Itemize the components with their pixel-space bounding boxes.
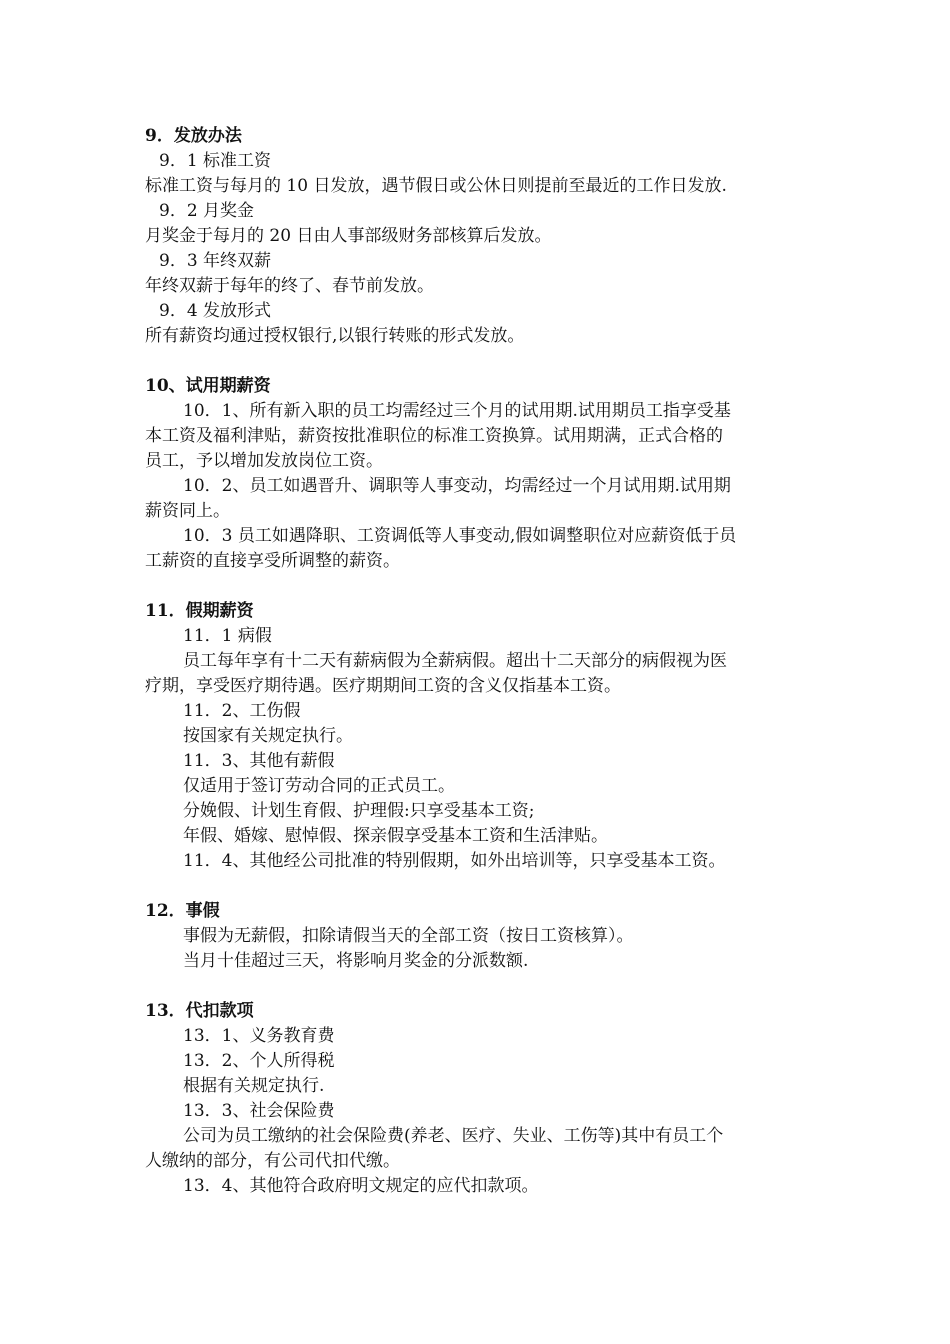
section-13-heading: 13．代扣款项 (145, 1001, 254, 1021)
section-13-2-text: 根据有关规定执行. (183, 1076, 325, 1096)
section-10-3-line-1: 10．3 员工如遇降职、工资调低等人事变动,假如调整职位对应薪资低于员 (183, 526, 737, 546)
section-9-1-title: 9．1 标准工资 (159, 151, 272, 171)
section-12-heading: 12．事假 (145, 901, 220, 921)
section-11-4-text: 11．4、其他经公司批准的特别假期，如外出培训等，只享受基本工资。 (183, 851, 726, 871)
section-13-3-line-2: 人缴纳的部分，有公司代扣代缴。 (145, 1151, 400, 1171)
section-13-2-title: 13．2、个人所得税 (183, 1051, 335, 1071)
section-9-3-title: 9．3 年终双薪 (159, 251, 272, 271)
section-10-1-line-2: 本工资及福利津贴，薪资按批准职位的标准工资换算。试用期满，正式合格的 (145, 426, 723, 446)
section-11-1-line-1: 员工每年享有十二天有薪病假为全薪病假。超出十二天部分的病假视为医 (183, 651, 727, 671)
section-11-3-line-3: 年假、婚嫁、慰悼假、探亲假享受基本工资和生活津贴。 (183, 826, 608, 846)
section-11-heading: 11．假期薪资 (145, 601, 254, 621)
section-11-1-line-2: 疗期，享受医疗期待遇。医疗期期间工资的含义仅指基本工资。 (145, 676, 621, 696)
spacer (145, 874, 800, 899)
section-11-3-line-2: 分娩假、计划生育假、护理假:只享受基本工资; (183, 801, 535, 821)
section-12-line-2: 当月十佳超过三天，将影响月奖金的分派数额. (183, 951, 529, 971)
section-9-2-text: 月奖金于每月的 20 日由人事部级财务部核算后发放。 (145, 226, 552, 246)
section-10-3-line-2: 工薪资的直接享受所调整的薪资。 (145, 551, 400, 571)
section-10-1-line-3: 员工，予以增加发放岗位工资。 (145, 451, 383, 471)
section-10-2-line-1: 10．2、员工如遇晋升、调职等人事变动，均需经过一个月试用期.试用期 (183, 476, 731, 496)
spacer (145, 349, 800, 374)
section-9-4-title: 9．4 发放形式 (159, 301, 272, 321)
section-11-2-title: 11．2、工伤假 (183, 701, 301, 721)
section-13-4-text: 13．4、其他符合政府明文规定的应代扣款项。 (183, 1176, 539, 1196)
section-10-1-line-1: 10．1、所有新入职的员工均需经过三个月的试用期.试用期员工指享受基 (183, 401, 731, 421)
section-11-2-text: 按国家有关规定执行。 (183, 726, 353, 746)
spacer (145, 574, 800, 599)
section-11-1-title: 11．1 病假 (183, 626, 272, 646)
section-12-line-1: 事假为无薪假，扣除请假当天的全部工资（按日工资核算）。 (183, 926, 634, 946)
document-page (145, 124, 800, 1199)
section-13-1-title: 13．1、义务教育费 (183, 1026, 335, 1046)
section-10-heading: 10、试用期薪资 (145, 376, 271, 396)
section-11-3-line-1: 仅适用于签订劳动合同的正式员工。 (183, 776, 455, 796)
section-9-2-title: 9．2 月奖金 (159, 201, 255, 221)
section-10-2-line-2: 薪资同上。 (145, 501, 230, 521)
section-13-3-title: 13．3、社会保险费 (183, 1101, 335, 1121)
section-9-heading: 9．发放办法 (145, 126, 242, 146)
section-9-4-text: 所有薪资均通过授权银行,以银行转账的形式发放。 (145, 326, 525, 346)
section-13-3-line-1: 公司为员工缴纳的社会保险费(养老、医疗、失业、工伤等)其中有员工个 (183, 1126, 724, 1146)
section-9-3-text: 年终双薪于每年的终了、春节前发放。 (145, 276, 434, 296)
section-11-3-title: 11．3、其他有薪假 (183, 751, 335, 771)
spacer (145, 974, 800, 999)
section-9-1-text: 标准工资与每月的 10 日发放，遇节假日或公休日则提前至最近的工作日发放. (145, 176, 727, 196)
